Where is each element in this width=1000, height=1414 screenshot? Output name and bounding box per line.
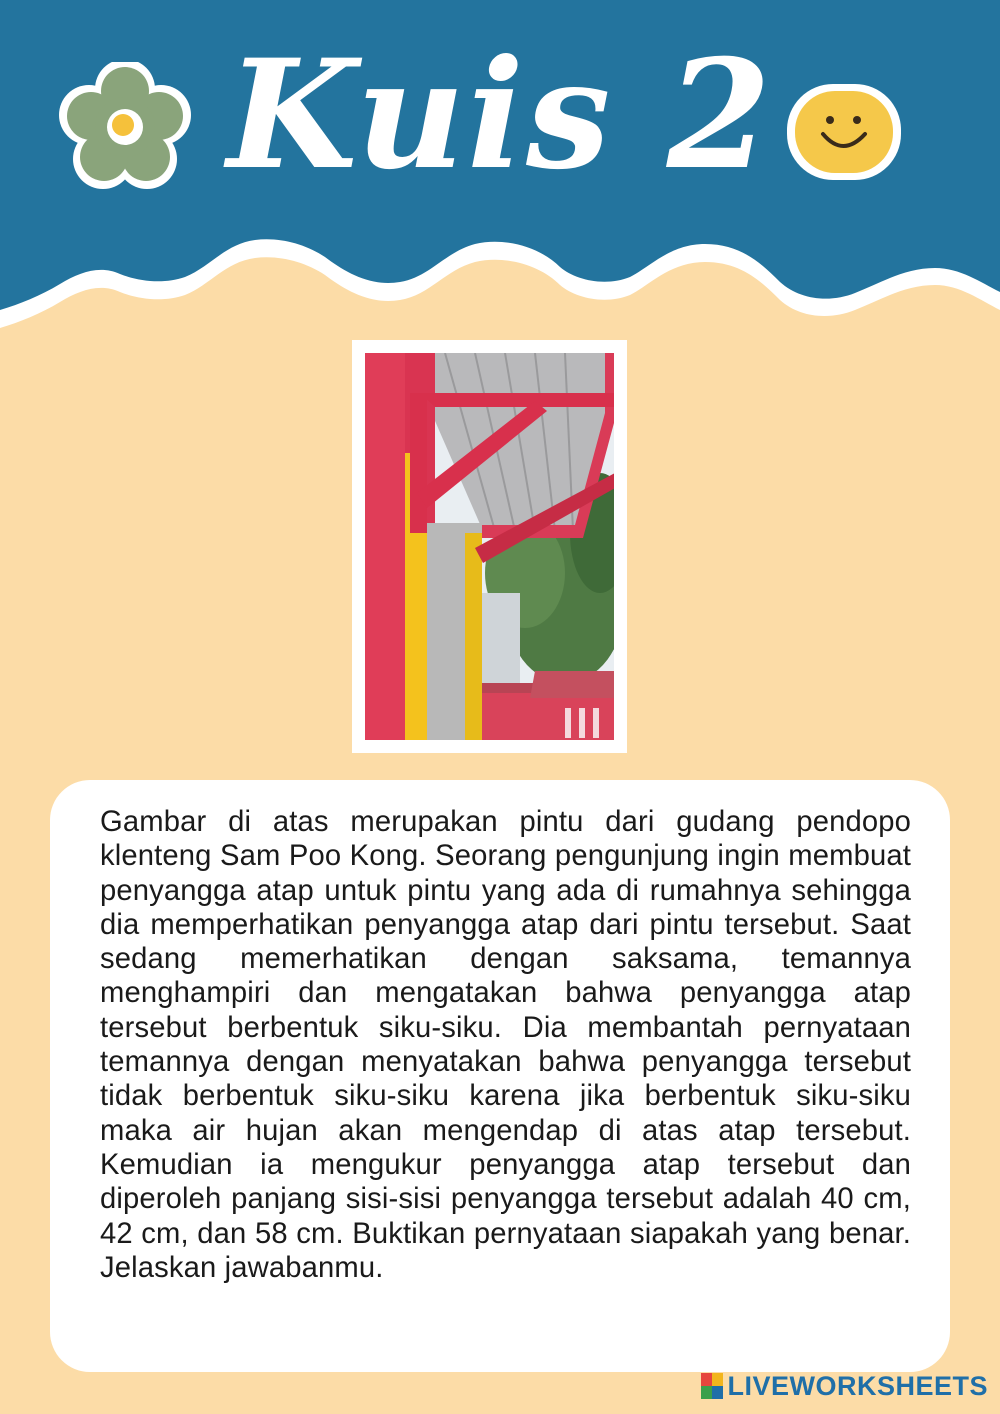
brand-name: LIVEWORKSHEETS [727,1370,988,1401]
smiley-face-icon [785,82,903,182]
roof-bracket-photo [365,353,614,740]
photo-frame [352,340,627,753]
page-title: Kuis 2 [226,27,774,203]
footer-brand[interactable] [701,1370,988,1402]
liveworksheets-logo-icon [701,1373,723,1399]
question-text: Gambar di atas merupakan pintu dari gudang pendopo klenteng Sam Poo Kong. Seorang pengunjung ingin membuat penyangga atap untuk pintu yang ada di rumahnya sehingga dia memperhatikan penyangga atap dari pintu tersebut. Saat sedang memerhatikan dengan saksama, temannya menghampiri dan mengatakan bahwa penyangga atap tersebut berbentuk siku-siku. Dia membantah pernyataan temannya dengan menyatakan bahwa penyangga tersebut tidak berbentuk siku-siku karena jika berbentuk siku-siku maka air hujan akan mengendap di atas atap tersebut. Kemudian ia mengukur penyangga atap tersebut dan diperoleh panjang sisi-sisi penyangga tersebut adalah 40 cm, 42 cm, dan 58 cm. Buktikan pernyataan siapakah yang benar. Jelaskan jawabanmu. [100,806,911,1284]
